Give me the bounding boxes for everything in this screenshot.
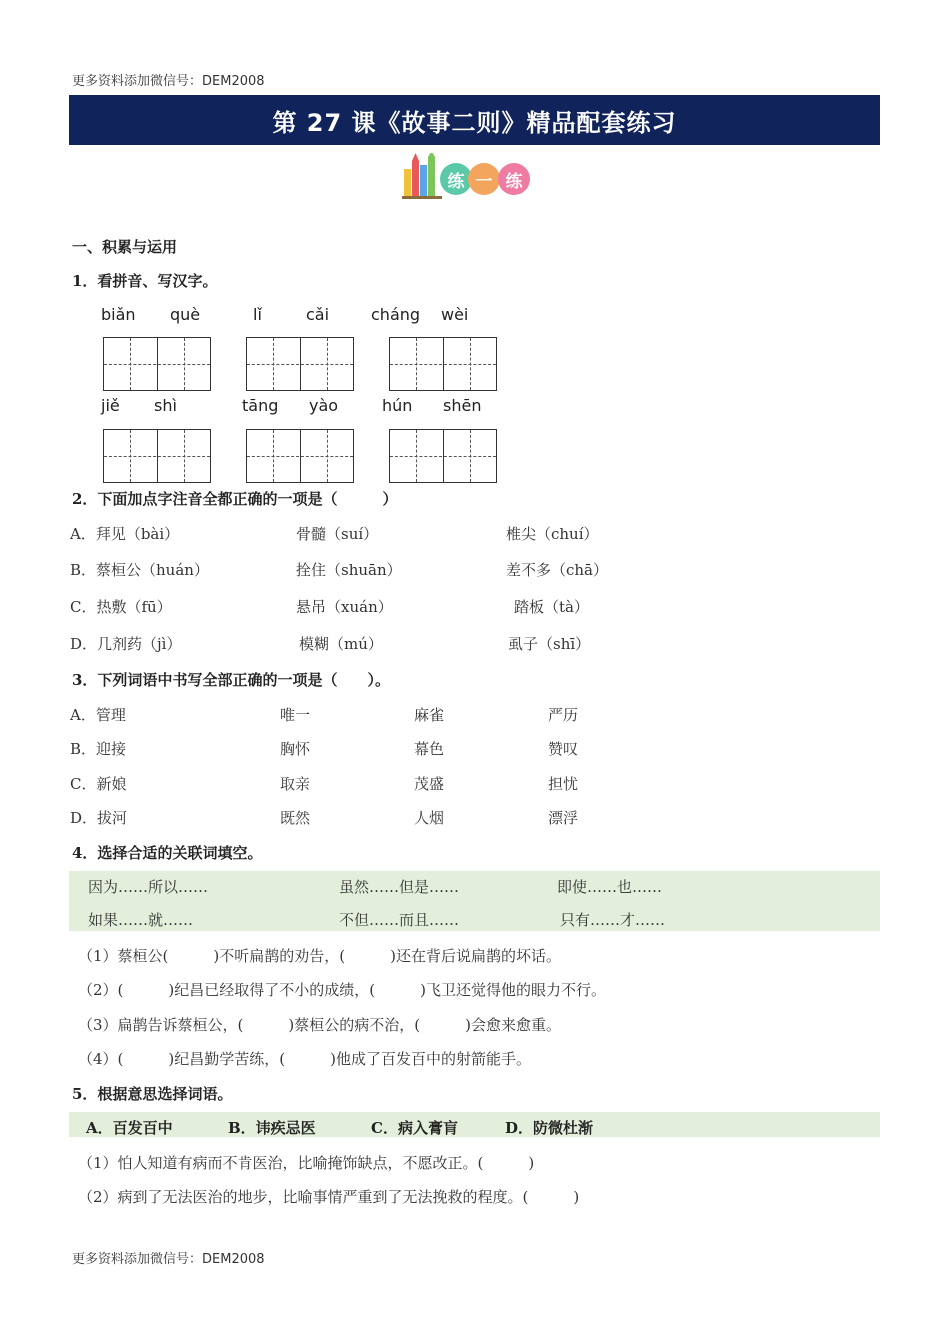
fill-blank-item[interactable]: （2）( )纪昌已经取得了不小的成绩，( )飞卫还觉得他的眼力不行。 bbox=[78, 981, 606, 999]
conjunction-option: 即使……也…… bbox=[557, 878, 663, 896]
idiom-option: A．百发百中 bbox=[86, 1119, 173, 1137]
pinyin: jiě bbox=[101, 396, 120, 415]
badge-char-2: 一 bbox=[468, 163, 500, 195]
option-c-1[interactable]: C．热敷（fū） bbox=[70, 598, 172, 616]
pinyin: lǐ bbox=[253, 305, 262, 324]
option-word: 茂盛 bbox=[414, 775, 445, 793]
option-c-2: 悬吊（xuán） bbox=[296, 598, 393, 616]
question-2-title: 2．下面加点字注音全都正确的一项是（ ） bbox=[72, 490, 398, 508]
option-word: 担忧 bbox=[548, 775, 579, 793]
fill-blank-item[interactable]: （1）怕人知道有病而不肯医治，比喻掩饰缺点，不愿改正。( ) bbox=[78, 1154, 535, 1172]
idiom-options-band bbox=[69, 1112, 880, 1137]
pinyin: biǎn bbox=[101, 305, 136, 324]
fill-blank-item[interactable]: （3）扁鹊告诉蔡桓公，( )蔡桓公的病不治，( )会愈来愈重。 bbox=[78, 1016, 561, 1034]
fill-blank-item[interactable]: （1）蔡桓公( )不听扁鹊的劝告，( )还在背后说扁鹊的坏话。 bbox=[78, 947, 561, 965]
writing-grid[interactable] bbox=[389, 429, 497, 483]
books-icon bbox=[402, 153, 442, 199]
writing-grid[interactable] bbox=[246, 337, 354, 391]
footer-note: 更多资料添加微信号：DEM2008 bbox=[72, 1252, 265, 1267]
question-3-title: 3．下列词语中书写全部正确的一项是（ ）。 bbox=[72, 671, 390, 689]
writing-grid[interactable] bbox=[246, 429, 354, 483]
question-1-title: 1．看拼音、写汉字。 bbox=[72, 272, 218, 290]
idiom-option: B．讳疾忌医 bbox=[228, 1119, 316, 1137]
badge-char-1: 练 bbox=[440, 163, 472, 195]
question-5-title: 5．根据意思选择词语。 bbox=[72, 1085, 233, 1103]
option-a-1[interactable]: A．拜见（bài） bbox=[70, 525, 180, 543]
conjunction-option: 因为……所以…… bbox=[88, 878, 209, 896]
option-d-3: 虱子（shī） bbox=[508, 635, 591, 653]
option-b-2: 拴住（shuān） bbox=[296, 561, 402, 579]
pinyin: cǎi bbox=[306, 305, 330, 324]
option-b-1[interactable]: B．蔡桓公（huán） bbox=[70, 561, 209, 579]
option-a-3: 椎尖（chuí） bbox=[506, 525, 599, 543]
practice-badge bbox=[402, 153, 532, 199]
pinyin: què bbox=[170, 305, 201, 324]
conjunction-option: 虽然……但是…… bbox=[339, 878, 460, 896]
option-c-3: 踏板（tà） bbox=[514, 598, 589, 616]
conjunction-option: 不但……而且…… bbox=[339, 911, 460, 929]
writing-grid[interactable] bbox=[103, 429, 211, 483]
option-word: 麻雀 bbox=[414, 706, 445, 724]
option-word: 胸怀 bbox=[280, 740, 311, 758]
option-a-word[interactable]: A．管理 bbox=[70, 706, 126, 724]
fill-blank-item[interactable]: （2）病到了无法医治的地步，比喻事情严重到了无法挽救的程度。( ) bbox=[78, 1188, 580, 1206]
idiom-option: C．病入膏肓 bbox=[371, 1119, 458, 1137]
writing-grid[interactable] bbox=[103, 337, 211, 391]
pinyin: tāng bbox=[242, 396, 279, 415]
question-4-title: 4．选择合适的关联词填空。 bbox=[72, 844, 263, 862]
option-word: 幕色 bbox=[414, 740, 445, 758]
option-word: 人烟 bbox=[414, 809, 445, 827]
option-word: 赞叹 bbox=[548, 740, 579, 758]
writing-grid[interactable] bbox=[389, 337, 497, 391]
fill-blank-item[interactable]: （4）( )纪昌勤学苦练，( )他成了百发百中的射箭能手。 bbox=[78, 1050, 531, 1068]
option-word: 唯一 bbox=[280, 706, 311, 724]
option-b-3: 差不多（chā） bbox=[506, 561, 609, 579]
option-word: 既然 bbox=[280, 809, 311, 827]
pinyin: hún bbox=[382, 396, 413, 415]
option-b-word[interactable]: B．迎接 bbox=[70, 740, 127, 758]
pinyin: shì bbox=[154, 396, 177, 415]
option-d-word[interactable]: D．拔河 bbox=[70, 809, 128, 827]
pinyin: cháng bbox=[371, 305, 421, 324]
option-word: 严历 bbox=[548, 706, 579, 724]
option-d-2: 模糊（mú） bbox=[299, 635, 383, 653]
pinyin: shēn bbox=[443, 396, 482, 415]
option-c-word[interactable]: C．新娘 bbox=[70, 775, 127, 793]
conjunction-option: 如果……就…… bbox=[88, 911, 194, 929]
pinyin: wèi bbox=[441, 305, 469, 324]
option-d-1[interactable]: D．几剂药（jì） bbox=[70, 635, 182, 653]
badge-char-3: 练 bbox=[498, 163, 530, 195]
section-heading: 一、积累与运用 bbox=[72, 238, 178, 256]
page-title: 第 27 课《故事二则》精品配套练习 bbox=[69, 95, 880, 145]
pinyin: yào bbox=[309, 396, 339, 415]
idiom-option: D．防微杜渐 bbox=[505, 1119, 594, 1137]
header-note: 更多资料添加微信号：DEM2008 bbox=[72, 74, 265, 89]
option-word: 漂浮 bbox=[548, 809, 579, 827]
conjunction-option: 只有……才…… bbox=[560, 911, 666, 929]
option-a-2: 骨髓（suí） bbox=[296, 525, 379, 543]
option-word: 取亲 bbox=[280, 775, 311, 793]
